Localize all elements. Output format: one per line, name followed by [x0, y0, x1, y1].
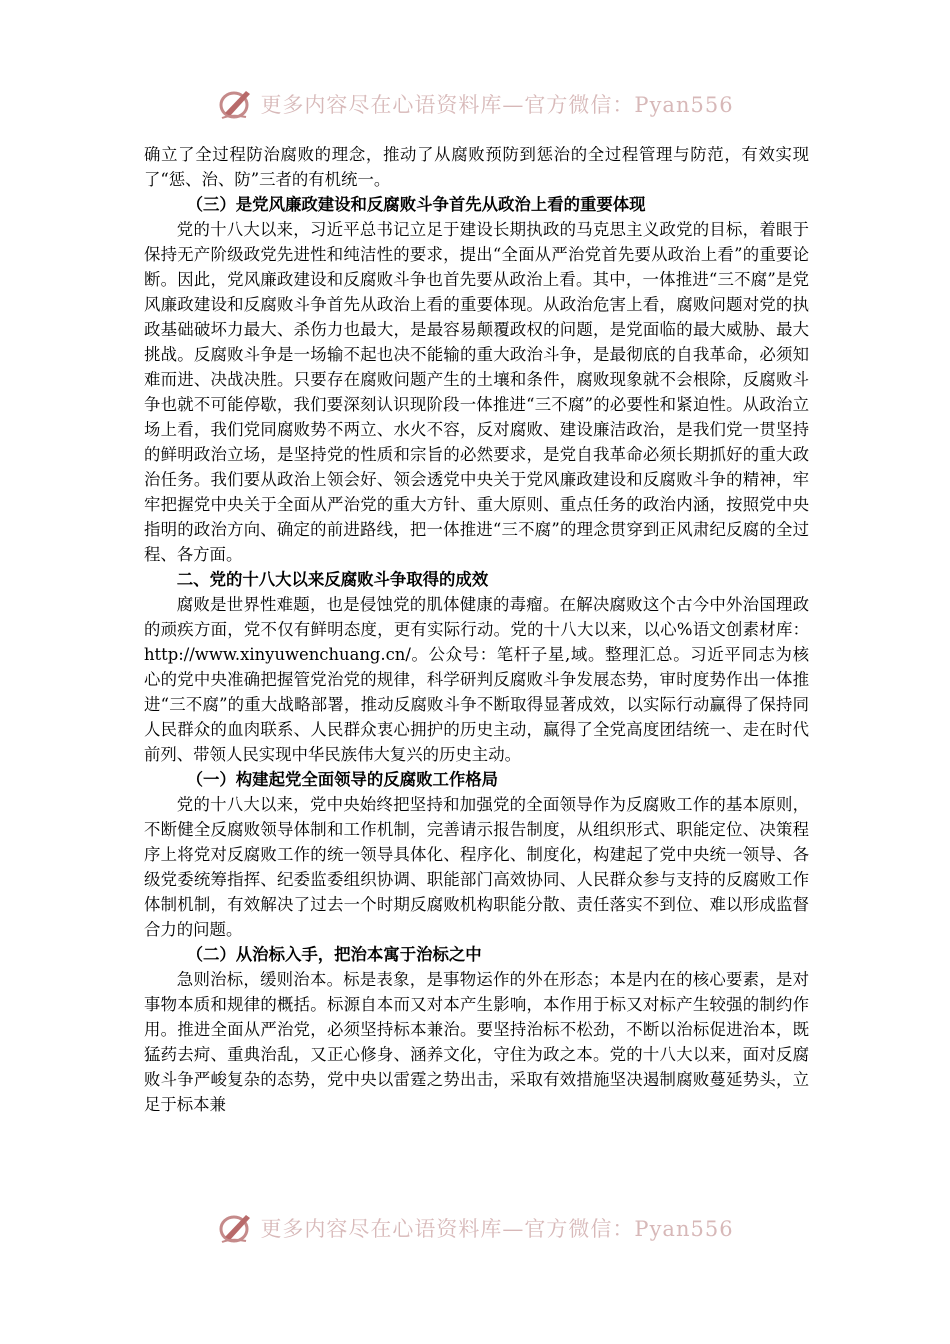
paragraph-leadership: 党的十八大以来，党中央始终把坚持和加强党的全面领导作为反腐败工作的基本原则，不断健全反腐败领导体制和工作机制，完善请示报告制度，从组织形式、职能定位、决策程序上将党对反腐败工作的统一领导具体化、程序化、制度化，构建起了党中央统一领导、各级党委统筹指挥、纪委监委组织协调、职能部门高效协同、人民群众参与支持的反腐败工作体制机制，有效解决了过去一个时期反腐败机构职能分散、责任落实不到位、难以形成监督合力的问题。	[144, 795, 809, 939]
section-heading-3: （三）是党风廉政建设和反腐败斗争首先从政治上看的重要体现	[186, 195, 646, 214]
watermark-banner-bottom	[0, 1208, 950, 1248]
pen-circle-logo-icon	[216, 86, 256, 122]
paragraph-symptoms-roots: 急则治标，缓则治本。标是表象，是事物运作的外在形态；本是内在的核心要素，是对事物本质和规律的概括。标源自本而又对本产生影响，本作用于标又对标产生较强的制约作用。推进全面从严治党，必须坚持标本兼治。要坚持治标不松劲，不断以治标促进治本，既猛药去疴、重典治乱，又正心修身、涵养文化，守住为政之本。党的十八大以来，面对反腐败斗争严峻复杂的态势，党中央以雷霆之势出击，采取有效措施坚决遏制腐败蔓延势头，立足于标本兼	[144, 970, 809, 1114]
section-heading-2: 二、党的十八大以来反腐败斗争取得的成效	[176, 570, 489, 589]
paragraph-political-view: 党的十八大以来，习近平总书记立足于建设长期执政的马克思主义政党的目标，着眼于保持无产阶级政党先进性和纯洁性的要求，提出“全面从严治党首先要从政治上看”的重要论断。因此，党风廉政建设和反腐败斗争也首先要从政治上看。其中，一体推进“三不腐”是党风廉政建设和反腐败斗争首先从政治上看的重要体现。从政治危害上看，腐败问题对党的执政基础破坏力最大、杀伤力也最大，是最容易颠覆政权的问题，是党面临的最大威胁、最大挑战。反腐败斗争是一场输不起也决不能输的重大政治斗争，是最彻底的自我革命，必须知难而进、决战决胜。只要存在腐败问题产生的土壤和条件，腐败现象就不会根除，反腐败斗争也就不可能停歇，我们要深刻认识现阶段一体推进“三不腐”的必要性和紧迫性。从政治立场上看，我们党同腐败势不两立、水火不容，反对腐败、建设廉洁政治，是我们党一贯坚持的鲜明政治立场，是坚持党的性质和宗旨的必然要求，是党自我革命必须长期抓好的重大政治任务。我们要从政治上领会好、领会透党中央关于党风廉政建设和反腐败斗争的精神，牢牢把握党中央关于全面从严治党的重大方针、重大原则、重点任务的政治内涵，按照党中央指明的政治方向、确定的前进路线，把一体推进“三不腐”的理念贯穿到正风肃纪反腐的全过程、各方面。	[144, 220, 809, 564]
watermark-banner-top	[0, 84, 950, 124]
section-heading-1: （一）构建起党全面领导的反腐败工作格局	[186, 770, 499, 789]
pen-circle-logo-icon	[216, 1210, 256, 1246]
watermark-text-top: 更多内容尽在心语资料库—官方微信：Pyan556	[260, 93, 734, 117]
paragraph-achievements: 腐败是世界性难题，也是侵蚀党的肌体健康的毒瘤。在解决腐败这个古今中外治国理政的顽疾方面，党不仅有鲜明态度，更有实际行动。党的十八大以来，以心%语文创素材库：http://www.xinyuwenchuang.cn/。公众号：笔杆子星,域。整理汇总。习近平同志为核心的党中央准确把握管党治党的规律，科学研判反腐败斗争发展态势，审时度势作出一体推进“三不腐”的重大战略部署，推动反腐败斗争不断取得显著成效，以实际行动赢得了保持同人民群众的血肉联系、人民群众衷心拥护的历史主动，赢得了全党高度团结统一、走在时代前列、带领人民实现中华民族伟大复兴的历史主动。	[144, 595, 809, 764]
paragraph-continued: 确立了全过程防治腐败的理念，推动了从腐败预防到惩治的全过程管理与防范，有效实现了“惩、治、防”三者的有机统一。	[144, 145, 809, 189]
section-heading-2b: （二）从治标入手，把治本寓于治标之中	[186, 945, 482, 964]
watermark-text-bottom: 更多内容尽在心语资料库—官方微信：Pyan556	[260, 1217, 734, 1241]
document-body	[144, 142, 809, 1117]
